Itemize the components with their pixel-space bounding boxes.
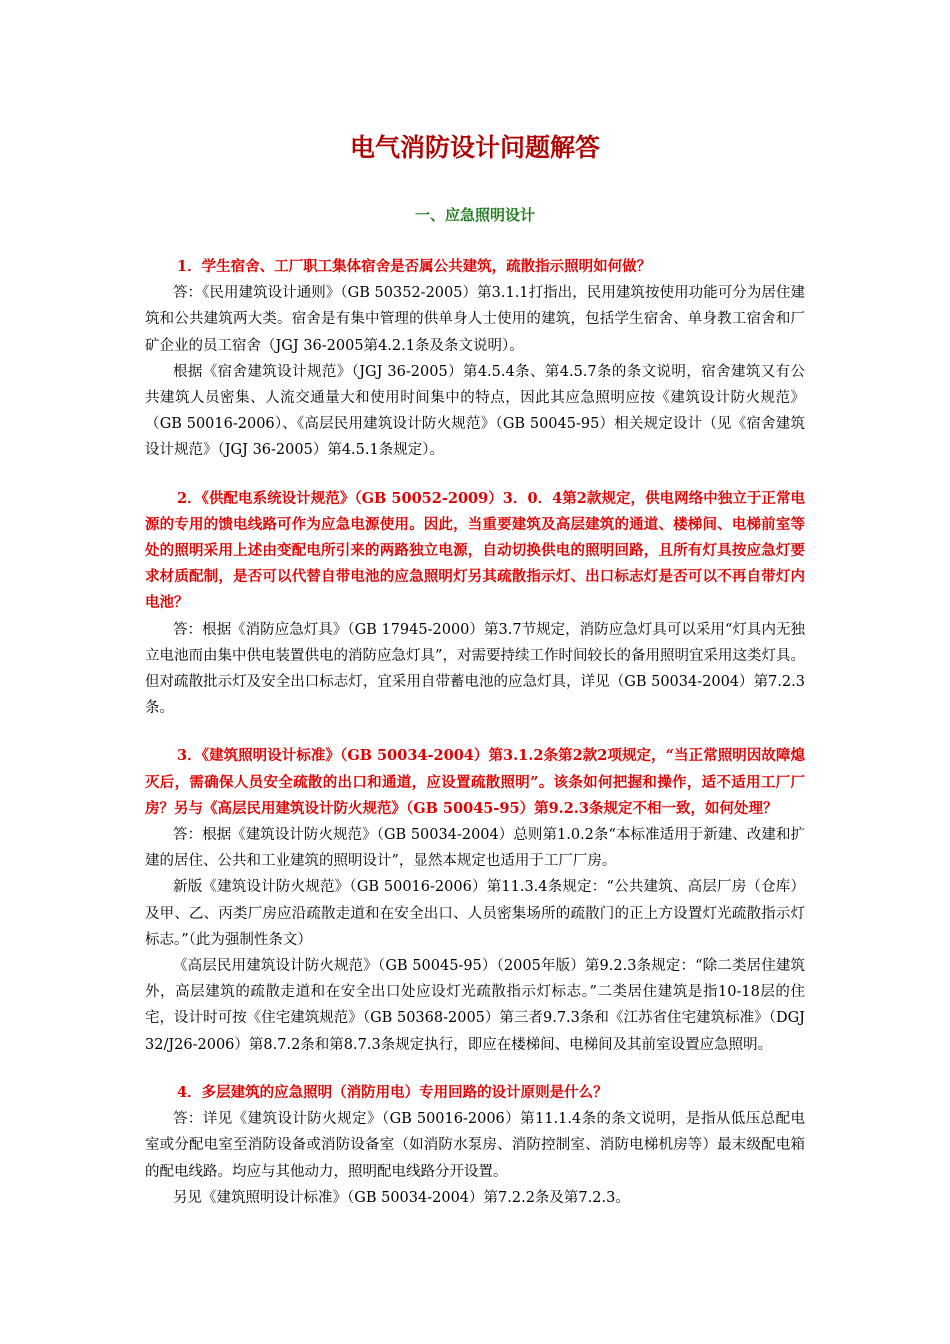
qa-item-3 — [145, 743, 805, 1057]
document-title: 电气消防设计问题解答 — [349, 133, 600, 162]
answer-3-para-2: 新版《建筑设计防火规范》（GB 50016-2006）第11.3.4条规定：“公共建筑、高层厂房（仓库）及甲、乙、丙类厂房应沿疏散走道和在安全出口、人员密集场所的疏散门的正上方设置灯光疏散指示灯标志。”（此为强制性条文） — [145, 879, 805, 948]
qa-item-4 — [145, 1080, 805, 1211]
section-heading: 一、应急照明设计 — [414, 206, 535, 224]
answer-1-para-2: 根据《宿舍建筑设计规范》（JGJ 36-2005）第4.5.4条、第4.5.7条的条文说明，宿舍建筑又有公共建筑人员密集、人流交通量大和使用时间集中的特点，因此其应急照明应按《建筑设计防火规范》（GB 50016-2006）、《高层民用建筑设计防火规范》（GB 50045-95）相关规定设计（见《宿舍建筑设计规范》（JGJ 36-2005）第4.5.1条规定）。 — [145, 363, 805, 459]
qa-item-2 — [145, 486, 805, 722]
question-2: 2．《供配电系统设计规范》（GB 50052-2009）3．0．4第2款规定，供电网络中独立于正常电源的专用的馈电线路可作为应急电源使用。因此，当重要建筑及高层建筑的通道、楼梯间、电梯前室等处的照明采用上述由变配电所引来的两路独立电源，自动切换供电的照明回路，且所有灯具按应急灯要求材质配制，是否可以代替自带电池的应急照明灯另其疏散指示灯、出口标志灯是否可以不再自带灯内电池？ — [145, 489, 805, 612]
question-3: 3．《建筑照明设计标准》（GB 50034-2004）第3.1.2条第2款2项规定，“当正常照明因故障熄灭后，需确保人员安全疏散的出口和通道，应设置疏散照明”。该条如何把握和操作，适不适用工厂厂房？另与《高层民用建筑设计防火规范》（GB 50045-95）第9.2.3条规定不相一致，如何处理？ — [145, 747, 805, 817]
qa-item-1 — [145, 254, 805, 464]
answer-4-para-1: 答：详见《建筑设计防火规定》（GB 50016-2006）第11.1.4条的条文说明，是指从低压总配电室或分配电室至消防设备或消防设备室（如消防水泵房、消防控制室、消防电梯机房等）最末级配电箱的配电线路。均应与其他动力，照明配电线路分开设置。 — [145, 1111, 805, 1180]
answer-2-para-1: 答：根据《消防应急灯具》（GB 17945-2000）第3.7节规定，消防应急灯具可以采用“灯具内无独立电池而由集中供电装置供电的消防应急灯具”，对需要持续工作时间较长的备用照明宜采用这类灯具。但对疏散批示灯及安全出口标志灯，宜采用自带蓄电池的应急灯具，详见（GB 50034-2004）第7.2.3条。 — [145, 621, 805, 717]
answer-3-para-1: 答：根据《建筑设计防火规范》（GB 50034-2004）总则第1.0.2条“本标准适用于新建、改建和扩建的居住、公共和工业建筑的照明设计”，显然本规定也适用于工厂厂房。 — [145, 827, 805, 870]
question-1: 1．学生宿舍、工厂职工集体宿舍是否属公共建筑，疏散指示照明如何做？ — [177, 258, 652, 275]
answer-3-para-3: 《高层民用建筑设计防火规范》（GB 50045-95）（2005年版）第9.2.3条规定：“除二类居住建筑外，高层建筑的疏散走道和在安全出口处应设灯光疏散指示灯标志。”二类居住建筑是指10-18层的住宅，设计时可按《住宅建筑规范》（GB 50368-2005）第三者9.7.3条和《江苏省住宅建筑标准》（DGJ 32/J26-2006）第8.7.2条和第8.7.3条规定执行，即应在楼梯间、电梯间及其前室设置应急照明。 — [145, 958, 805, 1053]
answer-1-para-1: 答：《民用建筑设计通则》（GB 50352-2005）第3.1.1打指出，民用建筑按使用功能可分为居住建筑和公共建筑两大类。宿舍是有集中管理的供单身人士使用的建筑，包括学生宿舍、单身教工宿舍和厂矿企业的员工宿舍（JGJ 36-2005第4.2.1条及条文说明）。 — [145, 285, 805, 354]
document-content — [145, 128, 805, 1211]
answer-4-para-2: 另见《建筑照明设计标准》（GB 50034-2004）第7.2.2条及第7.2.3。 — [173, 1189, 630, 1206]
question-4: 4．多层建筑的应急照明（消防用电）专用回路的设计原则是什么？ — [177, 1083, 608, 1101]
